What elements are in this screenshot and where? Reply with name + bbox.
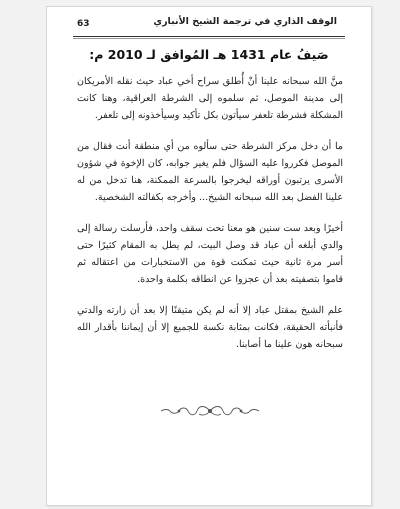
page-number: 63 <box>77 19 90 29</box>
section-heading: صَيفُ عام 1431 هـ المُوافق لـ 2010 م: <box>89 47 329 62</box>
header-rule <box>73 36 345 37</box>
header-rule-secondary <box>73 38 345 39</box>
book-page <box>46 6 372 506</box>
page-body <box>77 73 343 367</box>
floral-divider-icon <box>157 403 263 419</box>
paragraph-3: أخيرًا وبعد ست سنين هو معنا تحت سقف واحد، فأرسلت رسالة إلى والدي أبلغه أن عباد قد وصل البيت، لم يطل به المقام كثيرًا حتى أسر مرة ثانية حيث تمكنت قوة من الاستخبارات من اعتقاله ثم قاموا بتصفيته بعد أن عجزوا عن انطاقه بكلمة واحدة. <box>77 223 343 285</box>
paragraph-4: علم الشيخ بمقتل عباد إلا أنه لم يكن متيقنًا إلا بعد أن زارته والدتي فأنبأته الحقيقة، فكانت بمثابة نكسة للجميع إلا أن إيماننا بأقدار الله سبحانه هون علينا ما أصابنا. <box>77 305 343 350</box>
running-header-title: الوقف الذاري في ترجمة الشيخ الأنباري <box>153 16 337 27</box>
paragraph-1: منَّ الله سبحانه علينا أنْ أُطلق سراح أخي عباد حيث نقله الأمريكان إلى مدينة الموصل، ثم سلموه إلى الشرطة العراقية، وهنا كانت المشكلة فشرطة تلعفر سيأتون بكل تأكيد وسيأخذونه إلى تلعفر. <box>77 76 343 121</box>
paragraph-2: ما أن دخل مركز الشرطة حتى سألوه من أي منطقة أنت فقال من الموصل فكرروا عليه السؤال فلم يغير جوابه، كان الإخوة في شؤون الأسرى يرتبون أوراقه ليخرجوا بالسرعة الممكنة، هنا تدخل من له علينا الفضل بعد الله سبحانه الشيخ... وأخرجه بكفالته الشخصية. <box>77 141 343 203</box>
